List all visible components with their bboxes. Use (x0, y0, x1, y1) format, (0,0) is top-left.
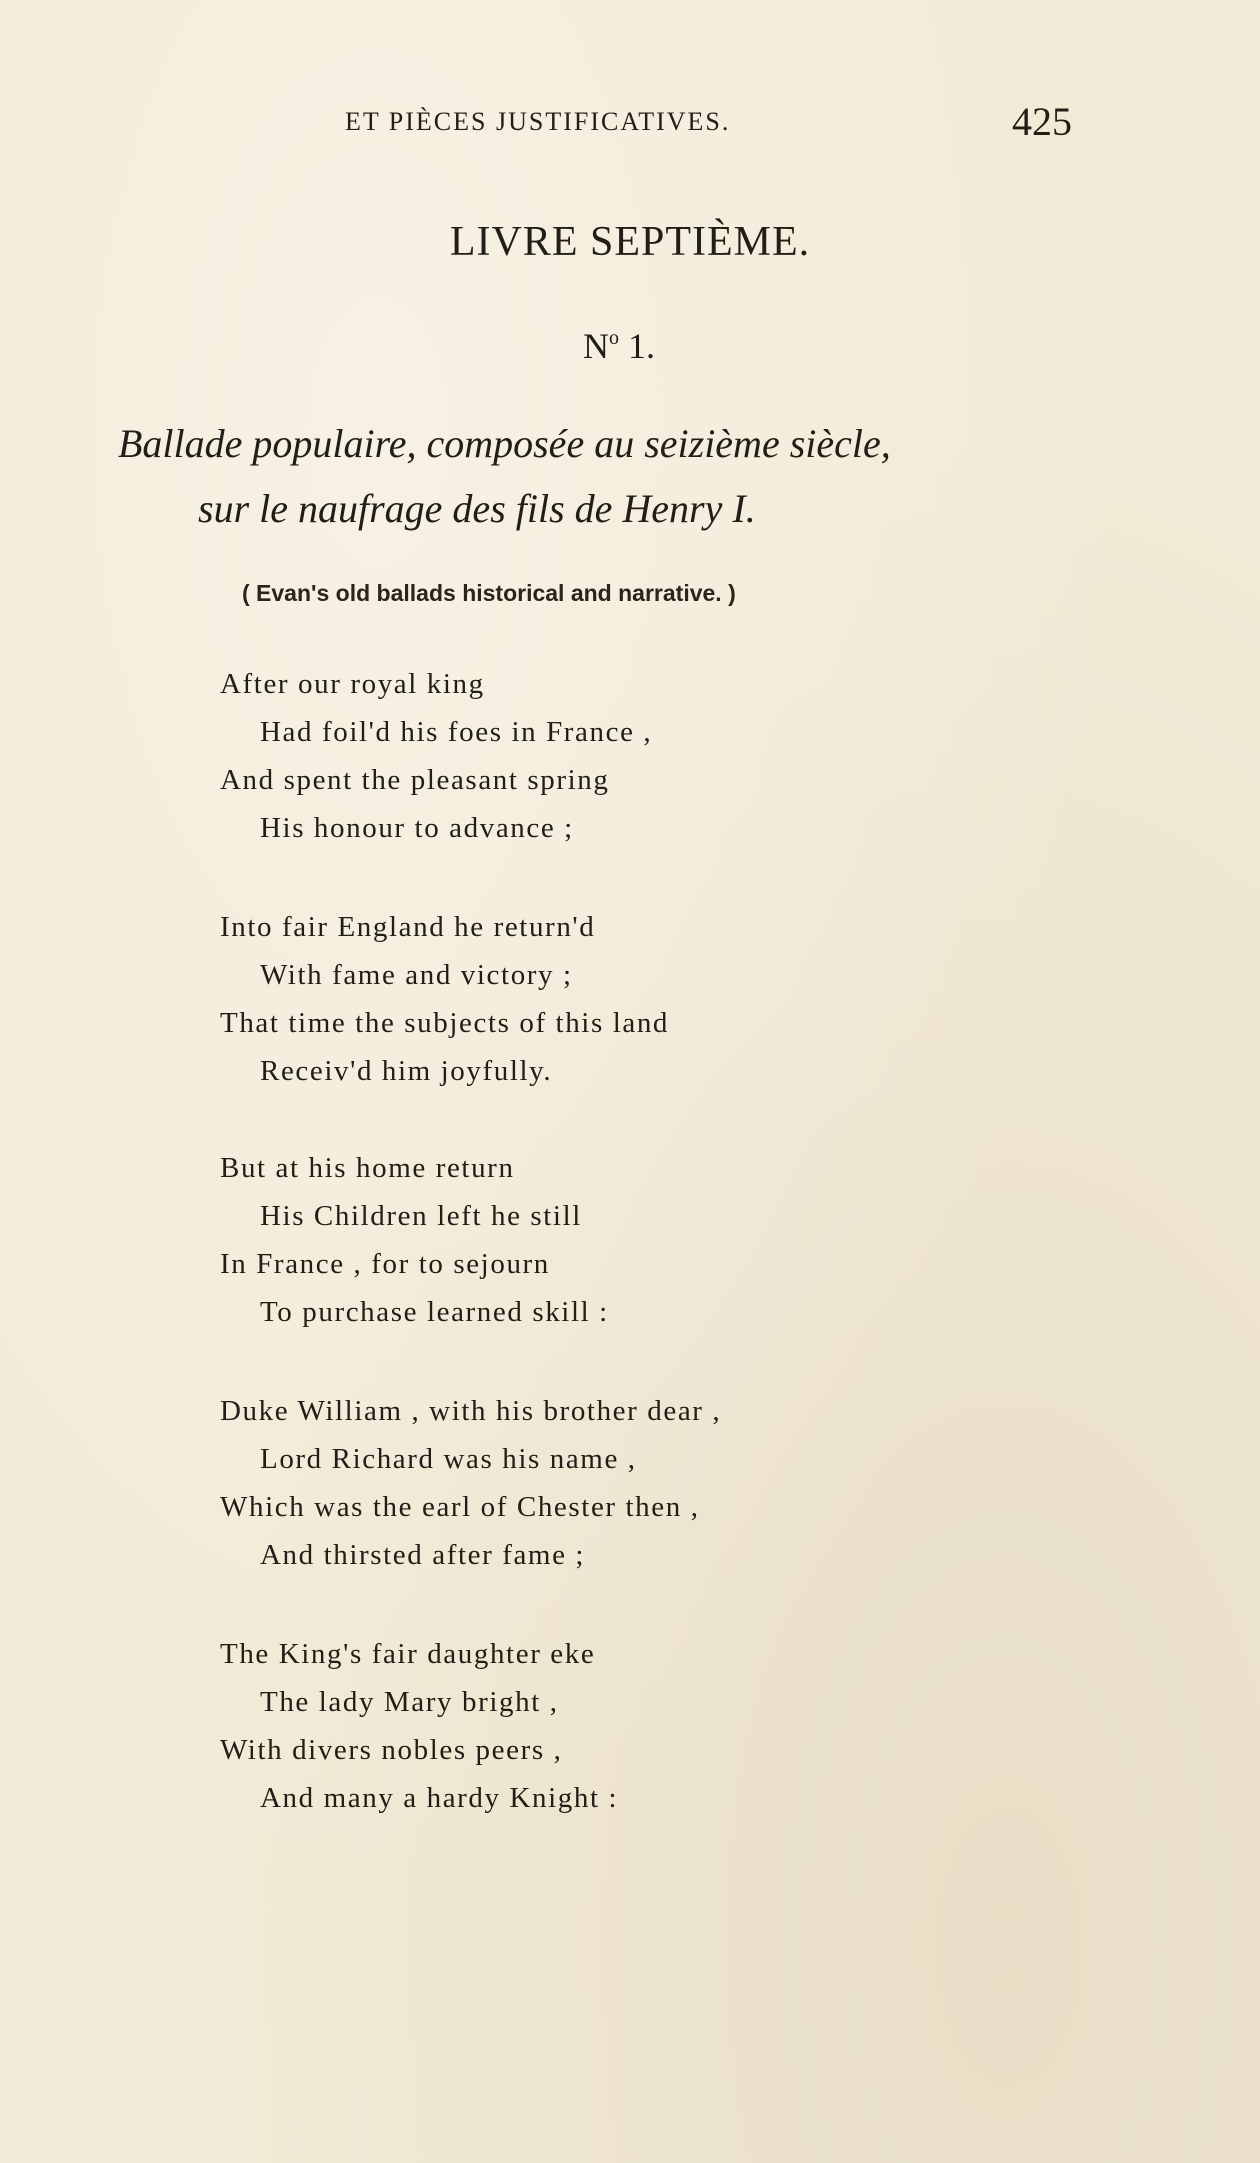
page-number: 425 (1012, 99, 1072, 144)
verse-line: And thirsted after fame ; (260, 1539, 586, 1571)
verse-line: Had foil'd his foes in France , (260, 716, 653, 748)
verse-line: With divers nobles peers , (220, 1734, 563, 1766)
item-number-prefix: N (583, 326, 609, 366)
verse-line: To purchase learned skill : (260, 1296, 609, 1328)
stanza-3 (220, 1144, 609, 1336)
verse-line: After our royal king (220, 668, 485, 700)
verse-line: Which was the earl of Chester then , (220, 1491, 700, 1523)
stanza-4 (220, 1387, 721, 1579)
stanza-5 (220, 1630, 618, 1822)
verse-line: With fame and victory ; (260, 959, 573, 991)
verse-line: And spent the pleasant spring (220, 764, 610, 796)
verse-line: But at his home return (220, 1152, 515, 1184)
stanza-2 (220, 903, 669, 1095)
verse-line: Lord Richard was his name , (260, 1443, 637, 1475)
verse-line: His Children left he still (260, 1200, 582, 1232)
item-number-superscript: o (609, 327, 619, 349)
verse-line: The King's fair daughter eke (220, 1638, 596, 1670)
verse-line: Duke William , with his brother dear , (220, 1395, 722, 1427)
verse-line: And many a hardy Knight : (260, 1782, 619, 1814)
item-number (583, 325, 655, 367)
verse-line: Receiv'd him joyfully. (260, 1055, 553, 1087)
verse-line: In France , for to sejourn (220, 1248, 550, 1280)
verse-line: The lady Mary bright , (260, 1686, 559, 1718)
item-number-value: 1. (628, 326, 655, 366)
stanza-1 (220, 660, 652, 852)
book-title: LIVRE SEPTIÈME. (449, 219, 811, 265)
verse-line: Into fair England he return'd (220, 911, 596, 943)
subtitle-line-2: sur le naufrage des fils de Henry I. (198, 486, 756, 531)
source-note: ( Evan's old ballads historical and narrative. ) (242, 580, 736, 606)
verse-line: His honour to advance ; (260, 812, 574, 844)
subtitle-line-1: Ballade populaire, composée au seizième siècle, (118, 421, 891, 466)
running-title: ET PIÈCES JUSTIFICATIVES. (345, 107, 731, 136)
verse-line: That time the subjects of this land (220, 1007, 670, 1039)
